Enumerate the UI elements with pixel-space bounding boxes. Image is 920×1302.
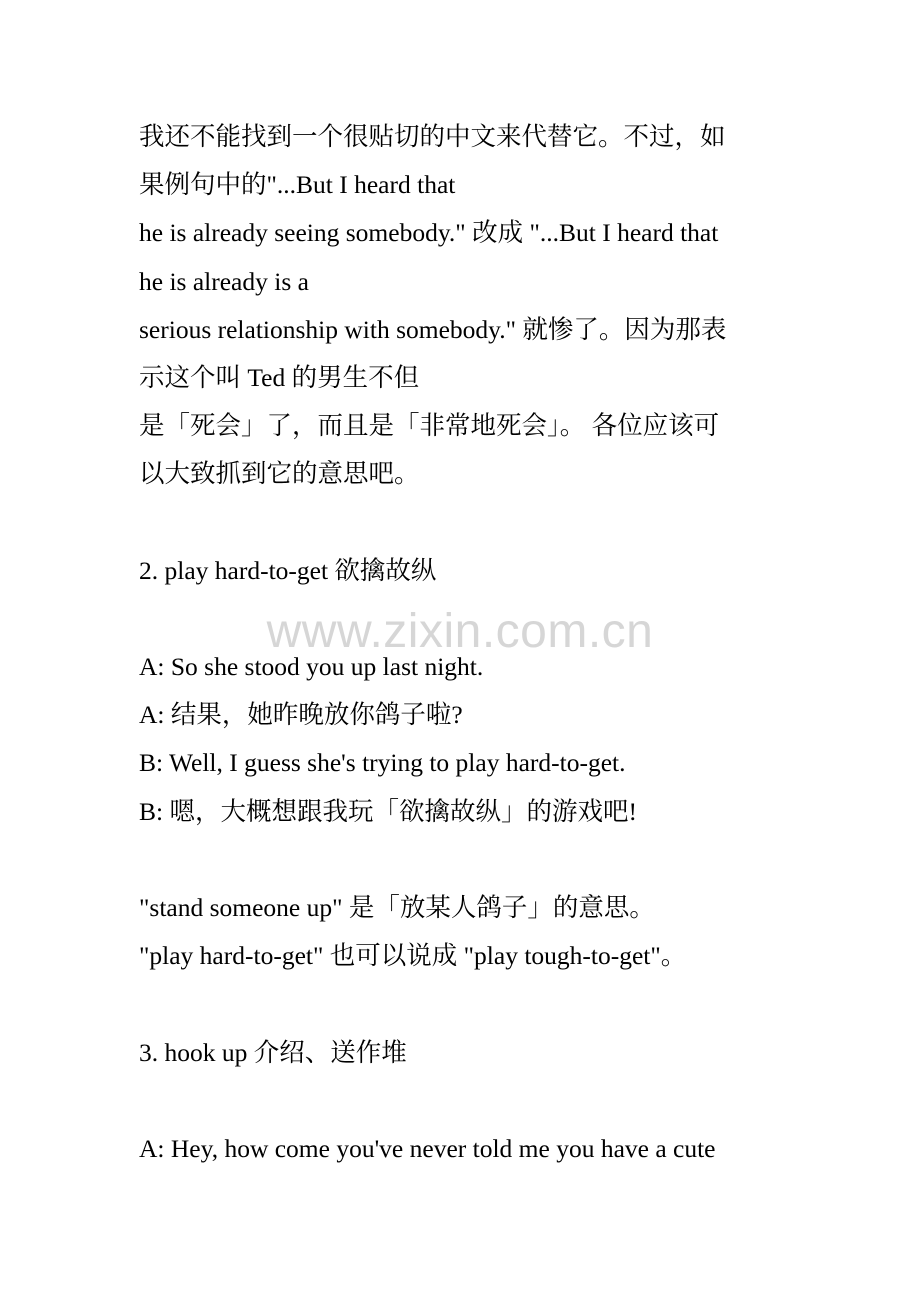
paragraph-line: 果例句中的"...But I heard that: [139, 170, 456, 200]
note-line: "stand someone up" 是「放某人鸽子」的意思。: [139, 893, 655, 922]
dialogue-line: A: So she stood you up last night.: [139, 652, 484, 682]
paragraph-line: 我还不能找到一个很贴切的中文来代替它。不过，如: [139, 122, 726, 151]
section-heading: 3. hook up 介绍、送作堆: [139, 1037, 407, 1067]
section-heading: 2. play hard-to-get 欲擒故纵: [139, 555, 437, 585]
paragraph-line: 以大致抓到它的意思吧。: [139, 459, 420, 489]
blank-line: [139, 1077, 799, 1125]
dialogue-line: A: Hey, how come you've never told me you have a cute: [139, 1133, 716, 1163]
document-body: [139, 113, 799, 1173]
paragraph-line: 示这个叫 Ted 的男生不但: [139, 362, 420, 392]
dialogue-line: B: 嗯，大概想跟我玩「欲擒故纵」的游戏吧!: [139, 796, 637, 826]
blank-line: [139, 836, 799, 884]
paragraph-line: he is already seeing somebody." 改成 "...But I heard that: [139, 218, 719, 248]
blank-line: [139, 595, 799, 643]
watermark: www.zixin.com.cn: [266, 605, 654, 658]
blank-line: [139, 980, 799, 1028]
paragraph-line: he is already is a: [139, 266, 309, 296]
paragraph-line: serious relationship with somebody." 就惨了。因为那表: [139, 314, 727, 344]
paragraph-line: 是「死会」了，而且是「非常地死会」。 各位应该可: [139, 411, 720, 441]
note-line: "play hard-to-get" 也可以说成 "play tough-to-get"。: [139, 941, 687, 971]
blank-line: [139, 499, 799, 547]
dialogue-line: A: 结果，她昨晚放你鸽子啦?: [139, 700, 463, 730]
dialogue-line: B: Well, I guess she's trying to play hard-to-get.: [139, 748, 626, 778]
